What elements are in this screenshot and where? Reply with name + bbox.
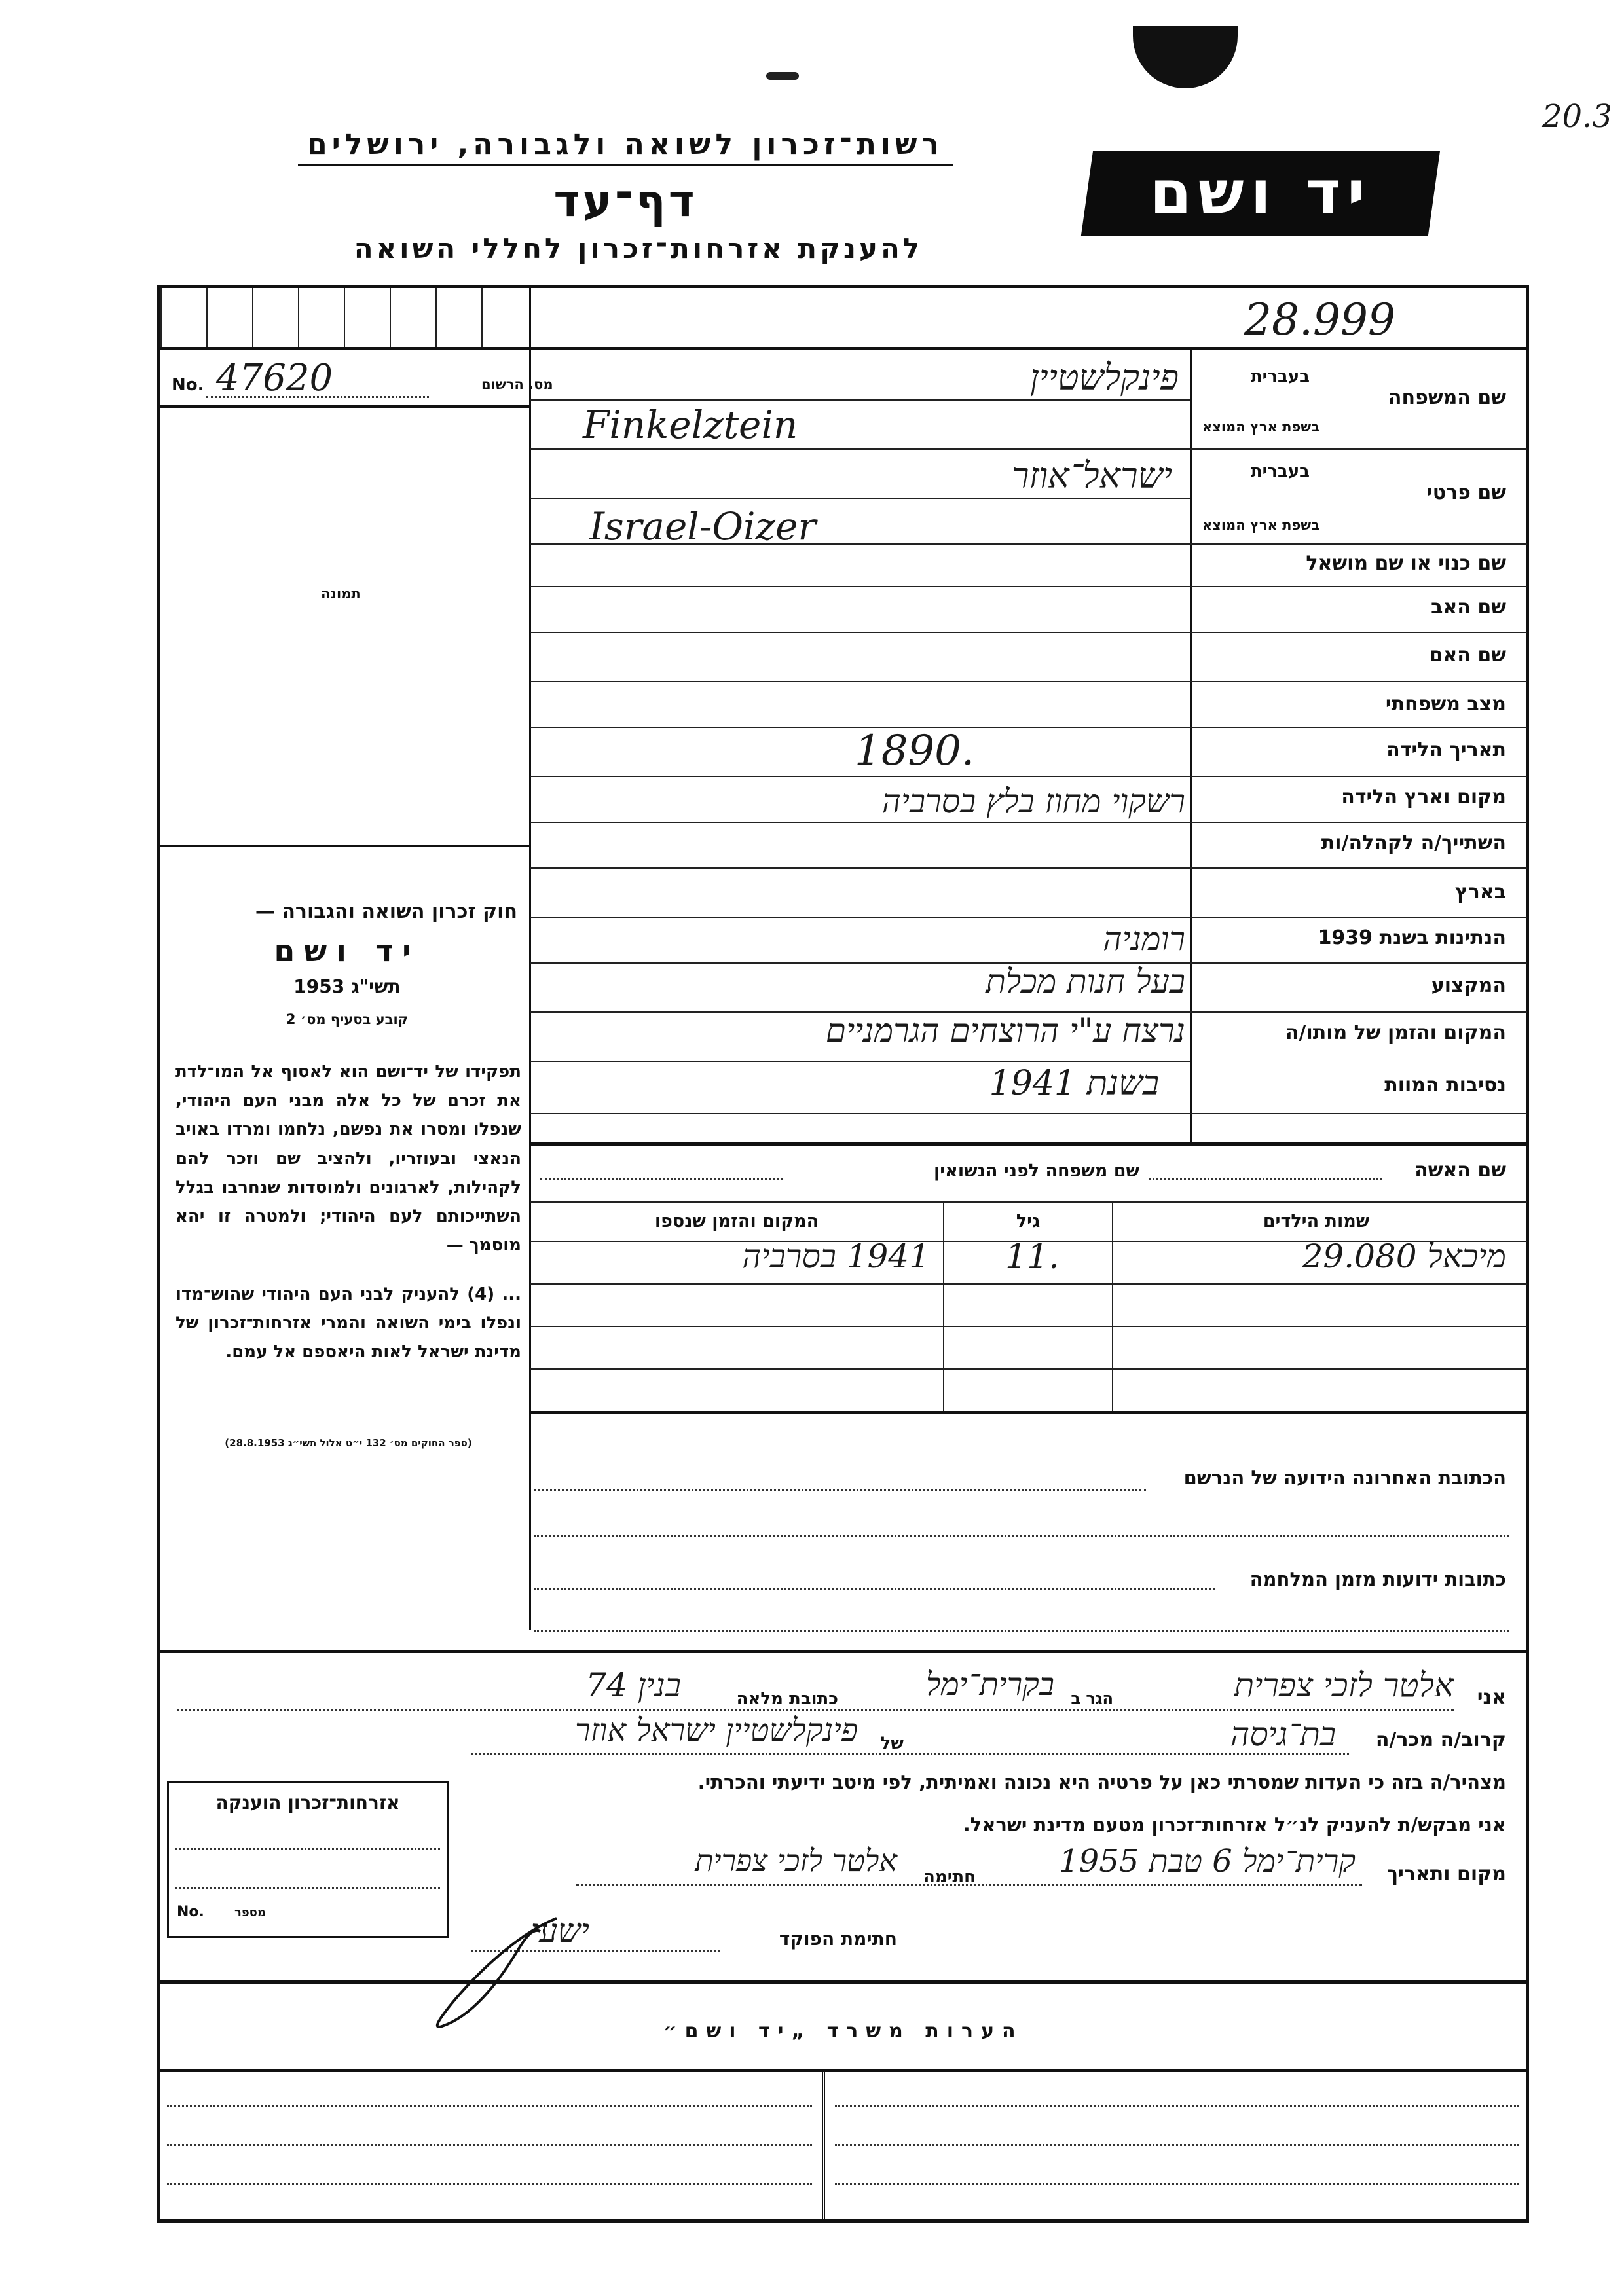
declarant-name-value: אלטר לזכי צפרית	[1234, 1666, 1454, 1704]
notes-dots-4	[835, 2105, 1519, 2107]
community-rule	[530, 867, 1527, 869]
notes-dots-3	[167, 2183, 812, 2185]
death-circumstances-rule	[530, 1113, 1527, 1114]
death-circumstances-label: נסיבות המוות	[1384, 1074, 1506, 1097]
war-address-dots-1	[534, 1588, 1215, 1590]
first-name-origin-value: Israel-Oizer	[589, 504, 817, 549]
nationality-label: הנתינות בשנת 1939	[1318, 926, 1506, 949]
children-row-rule-1	[530, 1283, 1527, 1285]
citizenship-box-number-label: מספר	[234, 1906, 266, 1920]
declarant-dots-3	[576, 1884, 1362, 1886]
declarant-i-label: אני	[1477, 1686, 1506, 1709]
notes-center-divider	[822, 2069, 825, 2219]
registration-number: 47620	[216, 357, 333, 399]
nickname-rule	[530, 586, 1527, 587]
citizenship-box-line-2	[175, 1887, 440, 1889]
last-address-dots-2	[534, 1535, 1509, 1537]
law-clause: קובע בסעיף מס׳ 2	[286, 1011, 409, 1027]
law-title: חוק זכרון השואה והגבורה —	[255, 900, 517, 923]
children-row-rule-2	[530, 1326, 1527, 1327]
community-label: השתייך/ה לקהלה/ות	[1321, 831, 1506, 854]
marital-rule	[530, 727, 1527, 728]
child-age-value: 11.	[1005, 1237, 1060, 1277]
citizenship-box	[167, 1781, 449, 1938]
law-text: תפקידו של יד־ושם הוא לאסוף אל המו־לדת את זכרם של כל אלה מבני העם היהודי, שנפלו ומסרו את נפשם, נלחמו ומרדו באויב הנאצי ובעוזריו, ולהציב שם וזכר להם לקהילות, לארגונים ולמוסדות שנחרבו בגלל השתייכותם לעם היהודי; ולמטרה זו יהא מוסמך —	[175, 1062, 521, 1256]
profession-label: המקצוע	[1431, 974, 1506, 997]
authority-name: רשות־זכרון לשואה ולגבורה, ירושלים	[298, 128, 953, 166]
photo-bottom-rule	[160, 845, 530, 847]
country-rule	[530, 917, 1527, 918]
declarant-dots-2	[471, 1753, 1349, 1755]
of-value: פינקלשטיין ישראל אוזר	[575, 1712, 858, 1749]
birth-date-label: תאריך הלידה	[1386, 738, 1506, 761]
request-text: אני מבקש/ת להעניק לנ״ל אזרחות־זכרון מטעם מדינת ישראל.	[963, 1813, 1506, 1836]
birth-date-rule	[530, 776, 1527, 777]
form-subtitle: להענקת אזרחות־זכרון לחללי השואה	[354, 232, 923, 264]
children-header-place: המקום והזמן שנספו	[654, 1211, 819, 1231]
first-name-label: שם פרטי	[1426, 481, 1506, 504]
first-name-rule	[530, 543, 1527, 545]
birth-place-label: מקום וארץ הלידה	[1341, 786, 1506, 809]
top-rule	[160, 347, 1526, 350]
family-name-mid-rule	[530, 399, 1190, 401]
war-address-dots-2	[534, 1630, 1509, 1632]
nickname-label: שם כנוי או שם מושאל	[1306, 552, 1506, 575]
scan-blot	[1133, 26, 1238, 88]
logo-text: יד ושם	[1149, 158, 1372, 228]
birth-date-value: 1890.	[855, 727, 975, 775]
first-name-hebrew-value: ישראל־אוזר	[1011, 455, 1172, 496]
child-place-value: 1941 בסרביה	[742, 1237, 930, 1275]
mother-rule	[530, 681, 1527, 682]
children-header-age: גיל	[1016, 1211, 1041, 1231]
corner-mark: 20.3	[1542, 98, 1612, 135]
office-notes-title: הערות משרד „יד ושם״	[663, 2020, 1024, 2043]
full-address-label: כתובת מלאה	[736, 1689, 838, 1709]
officer-signature-value: ישעי	[530, 1912, 589, 1950]
notes-dots-1	[167, 2105, 812, 2107]
registration-no-label: No.	[172, 375, 204, 395]
death-place-value: נרצח ע"י הרוצחים הגרמניים	[825, 1011, 1185, 1049]
notes-dots-2	[167, 2144, 812, 2146]
address-section-bottom	[160, 1650, 1526, 1653]
law-year: תשי"ג 1953	[293, 975, 401, 997]
death-circumstances-value: בשנת 1941	[989, 1064, 1159, 1103]
children-col-divider-2	[943, 1201, 944, 1411]
children-bottom-rule	[530, 1411, 1527, 1414]
personal-section-bottom	[530, 1142, 1527, 1146]
form-number: 28.999	[1244, 295, 1395, 345]
place-date-value: קרית־ימל 6 טבת 1955	[1059, 1843, 1356, 1880]
family-name-hebrew-value: פינקלשטיין	[1029, 357, 1179, 398]
birth-place-value: רשקוי מחוז בלץ בסרביה	[881, 782, 1185, 820]
birth-place-rule	[530, 822, 1527, 823]
citizenship-box-line-1	[175, 1848, 440, 1850]
nationality-value: רומניה	[1103, 920, 1185, 958]
wife-maiden-label: שם משפחה לפני הנשואין	[933, 1161, 1139, 1181]
family-name-hebrew-sub: בעברית	[1250, 367, 1310, 386]
wife-dots	[1149, 1178, 1382, 1180]
left-column-divider	[529, 288, 531, 1630]
father-label: שם האב	[1431, 596, 1506, 619]
declarant-dots-1	[177, 1709, 1454, 1711]
comb-boxes	[160, 288, 527, 347]
profession-value: בעל חנות מכלת	[986, 962, 1185, 1000]
father-rule	[530, 632, 1527, 633]
first-name-mid-rule	[530, 498, 1190, 499]
label-column-divider	[1190, 347, 1192, 1142]
law-text-2: ... (4) להעניק לבני העם היהודי שהוש־מדו ונפלו בימי השואה והמרי אזרחות־זכרון של מדינת ישראל לאות היאספם אל עמם.	[175, 1285, 521, 1362]
marital-label: מצב משפחתי	[1385, 693, 1506, 716]
place-date-label: מקום ותאריך	[1386, 1863, 1506, 1886]
children-header-names: שמות הילדים	[1263, 1211, 1370, 1231]
child-name-value: מיכאל 29.080	[1302, 1237, 1506, 1275]
country-label: בארץ	[1454, 881, 1506, 903]
declaration-text: מצהיר/ה בזה כי העדות שמסרתי כאן על פרטיה היא נכונה ואמיתית, לפי מיטב ידיעתי והכרתי.	[697, 1771, 1506, 1793]
declarant-residing-label: הגר ב	[1071, 1689, 1113, 1707]
citizenship-box-no-label: No.	[177, 1904, 204, 1920]
last-address-label: הכתובת האחרונה הידועה של הנרשם	[1183, 1467, 1506, 1489]
notes-dots-6	[835, 2183, 1519, 2185]
registration-rule	[160, 405, 530, 408]
notes-dots-5	[835, 2144, 1519, 2146]
notes-header-rule	[160, 2069, 1526, 2072]
family-name-label: שם המשפחה	[1388, 386, 1506, 409]
citizenship-box-title: אזרחות־זכרון הוענקה	[215, 1792, 400, 1813]
family-name-origin-value: Finkelztein	[583, 403, 798, 447]
death-place-rule	[530, 1061, 1190, 1062]
wife-maiden-dots	[540, 1178, 783, 1180]
mother-label: שם האם	[1429, 644, 1506, 666]
signature-value: אלטר לזכי צפרית	[695, 1843, 897, 1878]
of-label: של	[880, 1734, 904, 1753]
officer-signature-label: חתימת הפוקד	[779, 1928, 897, 1950]
children-row-rule-3	[530, 1368, 1527, 1370]
family-name-rule	[530, 448, 1527, 450]
relation-value: בת־גיסה	[1230, 1715, 1336, 1753]
notes-top-rule	[160, 1980, 1526, 1984]
registration-label: מס. הרשום	[481, 376, 553, 392]
first-name-origin-sub: בשפת ארץ המוצא	[1202, 517, 1320, 533]
yad-vashem-logo	[1081, 151, 1440, 236]
wife-rule	[530, 1201, 1527, 1203]
declarant-residing-value: בקרית־ימל	[925, 1666, 1054, 1703]
death-place-label: המקום והזמן של מותו/ה	[1285, 1021, 1506, 1044]
war-address-label: כתובות ידועות מזמן המלחמה	[1249, 1568, 1506, 1590]
law-name: יד ושם	[274, 933, 420, 968]
photo-label: תמונה	[321, 586, 361, 602]
scan-speck	[766, 72, 799, 80]
last-address-dots-1	[534, 1489, 1146, 1491]
relation-label: קרוב/ה מכר/ה	[1375, 1728, 1506, 1751]
family-name-origin-sub: בשפת ארץ המוצא	[1202, 419, 1320, 435]
signature-label: חתימה	[923, 1867, 976, 1887]
full-address-value: בנין 74	[585, 1666, 681, 1704]
children-col-divider-1	[1112, 1201, 1113, 1411]
form-title: דף־עד	[553, 175, 697, 227]
wife-label: שם האשה	[1414, 1159, 1506, 1182]
law-reference: (ספר החוקים מס׳ 132 י״ט אלול תשי״ג 28.8.1953)	[225, 1437, 472, 1449]
first-name-hebrew-sub: בעברית	[1250, 462, 1310, 481]
